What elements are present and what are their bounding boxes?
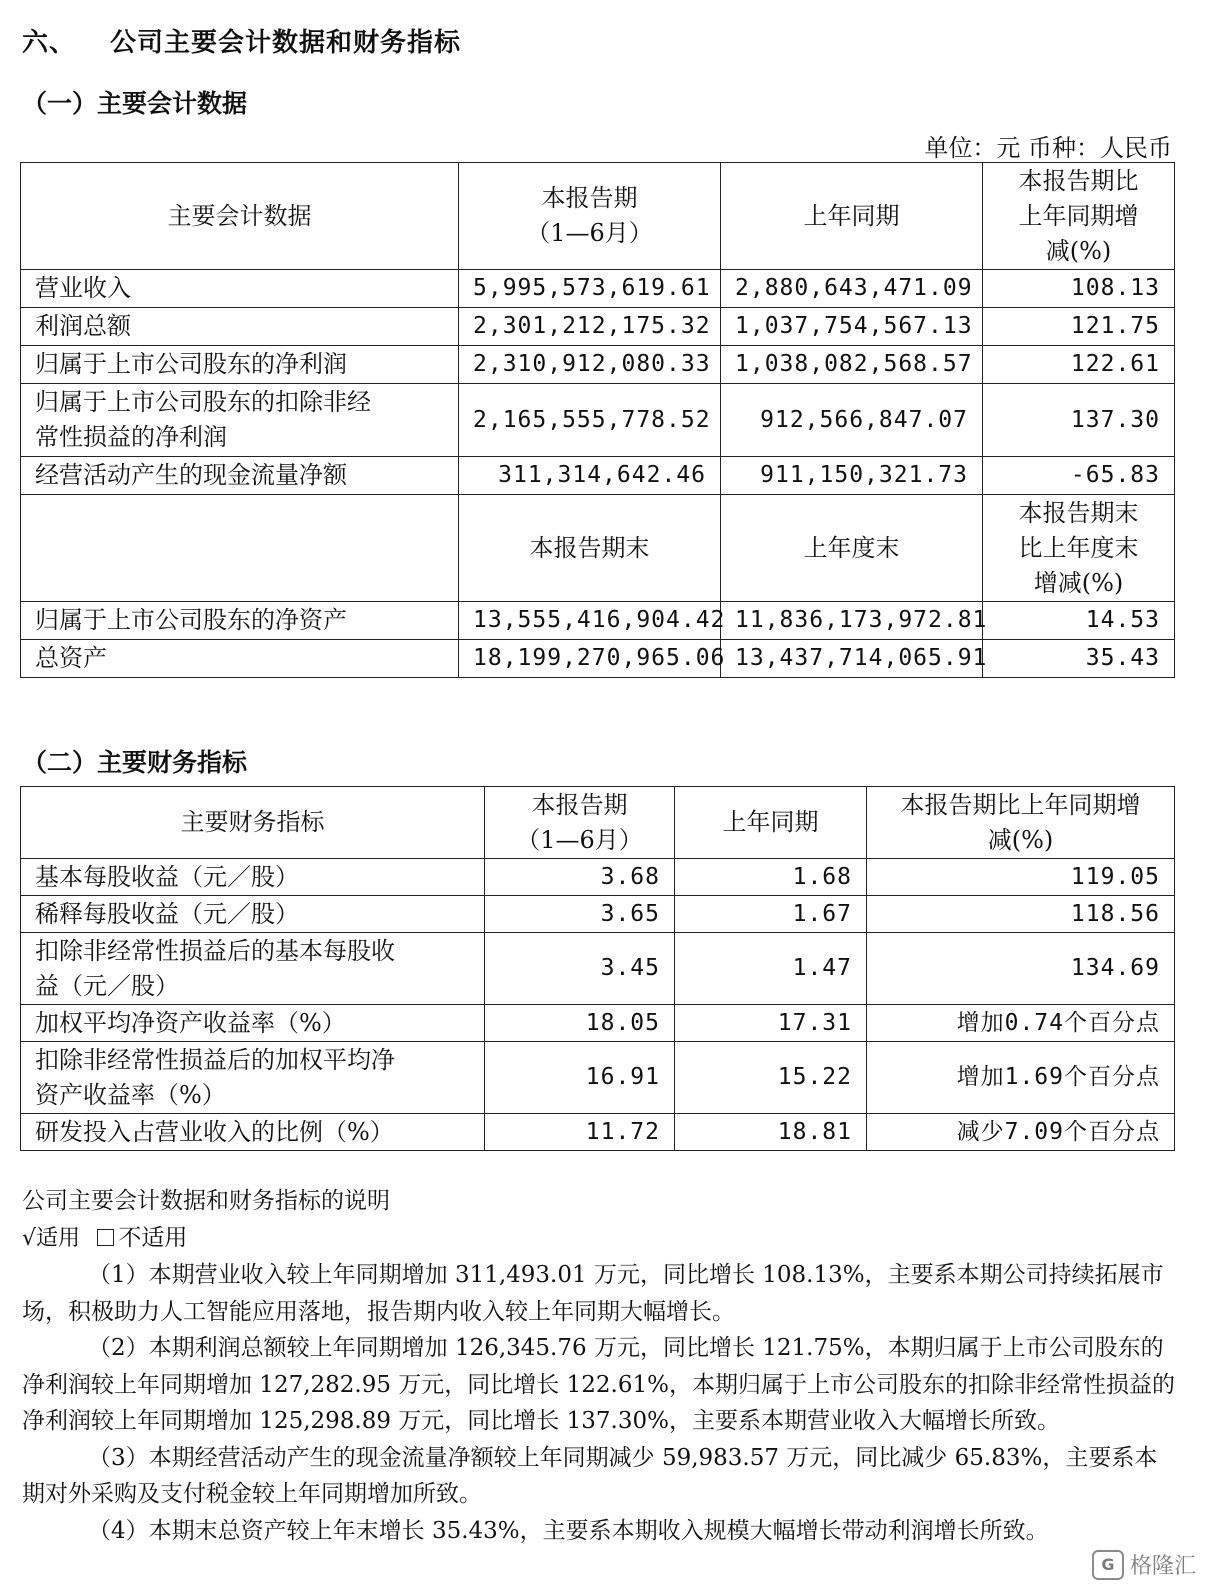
value-change: -65.83 (983, 457, 1175, 495)
header-cell: 上年度末 (721, 495, 983, 602)
header-cell: 本报告期 （1—6月） (485, 787, 675, 859)
row-label: 研发投入占营业收入的比例（%） (21, 1114, 485, 1151)
table-row (21, 308, 1175, 346)
table-header-row (21, 787, 1175, 859)
row-label: 加权平均净资产收益率（%） (21, 1005, 485, 1042)
not-applicable-option: 不适用 (118, 1224, 188, 1251)
value-previous: 13,437,714,065.91 (721, 640, 983, 678)
notes-section (22, 1183, 1178, 1549)
value-previous: 17.31 (675, 1005, 867, 1042)
row-label: 总资产 (21, 640, 459, 678)
value-current: 3.68 (485, 859, 675, 896)
section-title-text: 公司主要会计数据和财务指标 (110, 28, 462, 58)
value-change: 122.61 (983, 346, 1175, 384)
header-cell: 本报告期比上年同期增 减(%) (867, 787, 1175, 859)
value-change: 增加1.69个百分点 (867, 1042, 1175, 1114)
row-label: 经营活动产生的现金流量净额 (21, 457, 459, 495)
table-row (21, 640, 1175, 678)
header-cell: 本报告期末 比上年度末 增减(%) (983, 495, 1175, 602)
financial-heading: （二）主要财务指标 (22, 748, 248, 777)
table-row (21, 602, 1175, 640)
unchecked-box-icon (97, 1229, 114, 1246)
value-current: 5,995,573,619.61 (459, 270, 721, 308)
note-paragraph-4: （4）本期末总资产较上年末增长 35.43%，主要系本期收入规模大幅增长带动利润增长所致。 (88, 1517, 1049, 1544)
value-current: 3.65 (485, 896, 675, 933)
value-change: 增加0.74个百分点 (867, 1005, 1175, 1042)
table-row (21, 933, 1175, 1005)
value-current: 311,314,642.46 (459, 457, 721, 495)
financial-table (20, 786, 1175, 1151)
table-header-row (21, 163, 1175, 270)
value-change: 119.05 (867, 859, 1175, 896)
value-previous: 1.47 (675, 933, 867, 1005)
value-current: 2,310,912,080.33 (459, 346, 721, 384)
note-paragraph-1: （1）本期营业收入较上年同期增加 311,493.01 万元，同比增长 108.13%，主要系本期公司持续拓展市场，积极助力人工智能应用落地，报告期内收入较上年同期大幅增长。 (22, 1262, 1164, 1325)
watermark-logo-icon: G (1092, 1550, 1124, 1580)
row-label: 归属于上市公司股东的扣除非经 常性损益的净利润 (21, 384, 459, 457)
value-previous: 912,566,847.07 (721, 384, 983, 457)
value-change: 137.30 (983, 384, 1175, 457)
watermark-text: 格隆汇 (1129, 1554, 1196, 1579)
value-current: 2,301,212,175.32 (459, 308, 721, 346)
section-title (22, 22, 461, 59)
row-label: 稀释每股收益（元／股） (21, 896, 485, 933)
header-cell: 主要会计数据 (21, 163, 459, 270)
table-row (21, 457, 1175, 495)
value-previous: 911,150,321.73 (721, 457, 983, 495)
table-row (21, 859, 1175, 896)
value-change: 14.53 (983, 602, 1175, 640)
value-previous: 18.81 (675, 1114, 867, 1151)
value-previous: 2,880,643,471.09 (721, 270, 983, 308)
watermark (1092, 1549, 1196, 1580)
value-current: 3.45 (485, 933, 675, 1005)
row-label: 扣除非经常性损益后的基本每股收 益（元／股） (21, 933, 485, 1005)
header-cell: 本报告期比 上年同期增 减(%) (983, 163, 1175, 270)
table-row (21, 1005, 1175, 1042)
header-cell: 上年同期 (721, 163, 983, 270)
note-paragraph-2: （2）本期利润总额较上年同期增加 126,345.76 万元，同比增长 121.75%，本期归属于上市公司股东的净利润较上年同期增加 127,282.95 万元，同比增长 122.61%，本期归属于上市公司股东的扣除非经常性损益的净利润较上年同期增加 125,298.89 万元，同比增长 137.30%，主要系本期营业收入大幅增长所致。 (22, 1335, 1175, 1434)
table-header-row (21, 495, 1175, 602)
value-change: 121.75 (983, 308, 1175, 346)
value-change: 134.69 (867, 933, 1175, 1005)
value-previous: 1,037,754,567.13 (721, 308, 983, 346)
header-cell: 本报告期 （1—6月） (459, 163, 721, 270)
value-change: 35.43 (983, 640, 1175, 678)
value-current: 18,199,270,965.06 (459, 640, 721, 678)
note-paragraph-3: （3）本期经营活动产生的现金流量净额较上年同期减少 59,983.57 万元，同比减少 65.83%，主要系本期对外采购及支付税金较上年同期增加所致。 (22, 1444, 1158, 1507)
value-previous: 1,038,082,568.57 (721, 346, 983, 384)
header-cell: 主要财务指标 (21, 787, 485, 859)
accounting-table (20, 162, 1175, 678)
accounting-heading: （一）主要会计数据 (22, 89, 248, 118)
table-row (21, 384, 1175, 457)
applicable-option: √适用 (22, 1225, 81, 1251)
table-row (21, 1114, 1175, 1151)
value-change: 108.13 (983, 270, 1175, 308)
applicability-line (22, 1220, 1178, 1258)
value-previous: 11,836,173,972.81 (721, 602, 983, 640)
table-row (21, 346, 1175, 384)
value-current: 11.72 (485, 1114, 675, 1151)
header-cell: 本报告期末 (459, 495, 721, 602)
section-number: 六、 (22, 28, 77, 58)
row-label: 营业收入 (21, 270, 459, 308)
table-row (21, 896, 1175, 933)
value-current: 16.91 (485, 1042, 675, 1114)
value-current: 18.05 (485, 1005, 675, 1042)
row-label: 归属于上市公司股东的净资产 (21, 602, 459, 640)
header-cell-empty (21, 495, 459, 602)
header-cell: 上年同期 (675, 787, 867, 859)
table-row (21, 1042, 1175, 1114)
value-change: 减少7.09个百分点 (867, 1114, 1175, 1151)
value-previous: 15.22 (675, 1042, 867, 1114)
value-current: 2,165,555,778.52 (459, 384, 721, 457)
table-row (21, 270, 1175, 308)
row-label: 归属于上市公司股东的净利润 (21, 346, 459, 384)
row-label: 基本每股收益（元／股） (21, 859, 485, 896)
value-current: 13,555,416,904.42 (459, 602, 721, 640)
row-label: 利润总额 (21, 308, 459, 346)
row-label: 扣除非经常性损益后的加权平均净 资产收益率（%） (21, 1042, 485, 1114)
unit-note: 单位：元 币种：人民币 (924, 134, 1172, 162)
value-previous: 1.67 (675, 896, 867, 933)
value-change: 118.56 (867, 896, 1175, 933)
notes-title: 公司主要会计数据和财务指标的说明 (22, 1188, 390, 1214)
value-previous: 1.68 (675, 859, 867, 896)
